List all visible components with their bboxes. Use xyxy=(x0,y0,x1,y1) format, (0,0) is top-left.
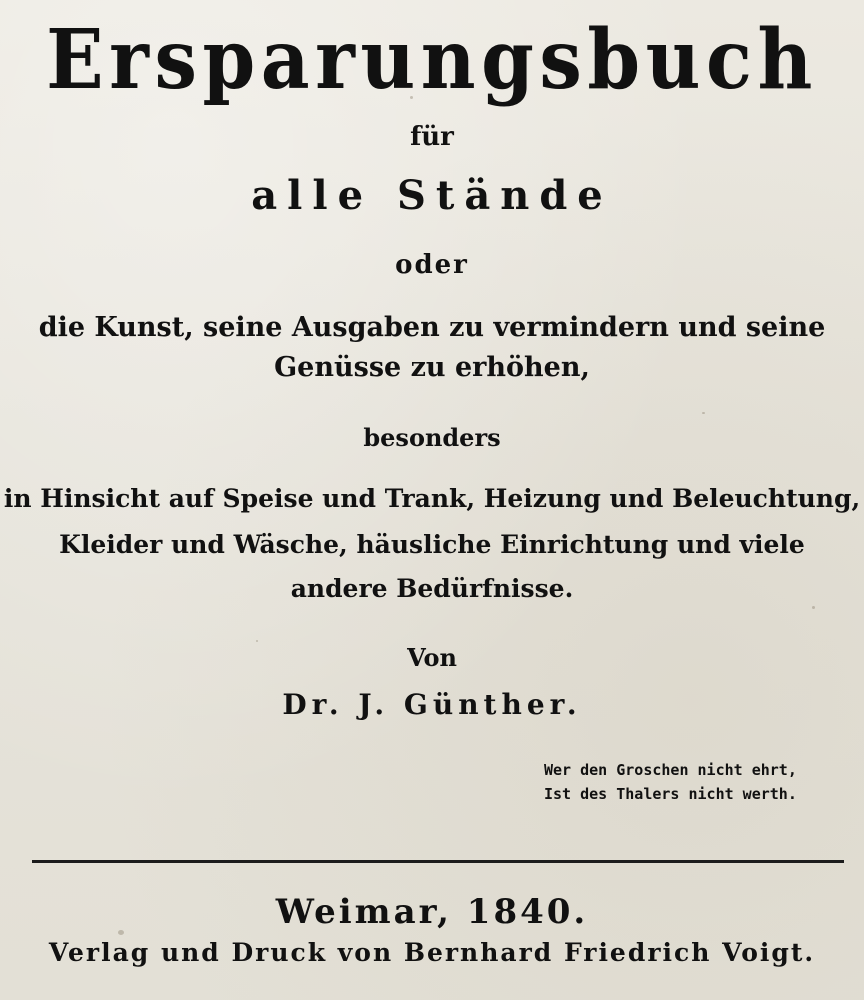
motto-line-2: Ist des Thalers nicht werth. xyxy=(544,785,797,803)
author-name: Dr. J. Günther. xyxy=(282,688,582,721)
details-line-1: in Hinsicht auf Speise und Trank, Heizung und Beleuchtung, xyxy=(3,484,861,513)
by-label: Von xyxy=(407,643,457,672)
imprint-place-year: Weimar, 1840. xyxy=(275,892,589,932)
title-connector-fuer: für xyxy=(410,122,454,152)
paper-speck xyxy=(702,412,705,414)
imprint-publisher: Verlag und Druck von Bernhard Friedrich Voigt. xyxy=(48,938,816,967)
details-line-2: Kleider und Wäsche, häusliche Einrichtung und viele xyxy=(59,530,805,559)
title-connector-oder: oder xyxy=(395,250,469,280)
paper-speck xyxy=(118,930,124,935)
title-audience: alle Stände xyxy=(251,172,613,219)
connector-besonders: besonders xyxy=(363,423,501,452)
paper-speck xyxy=(812,606,815,609)
divider-rule xyxy=(32,860,844,863)
paper-speck xyxy=(410,96,413,99)
subtitle-line-1: die Kunst, seine Ausgaben zu vermindern und seine xyxy=(38,312,826,343)
subtitle-line-2: Genüsse zu erhöhen, xyxy=(274,352,590,383)
motto-line-1: Wer den Groschen nicht ehrt, xyxy=(544,761,797,779)
details-line-3: andere Bedürfnisse. xyxy=(290,574,574,603)
paper-speck xyxy=(256,640,258,642)
book-title: Ersparungsbuch xyxy=(46,12,818,108)
